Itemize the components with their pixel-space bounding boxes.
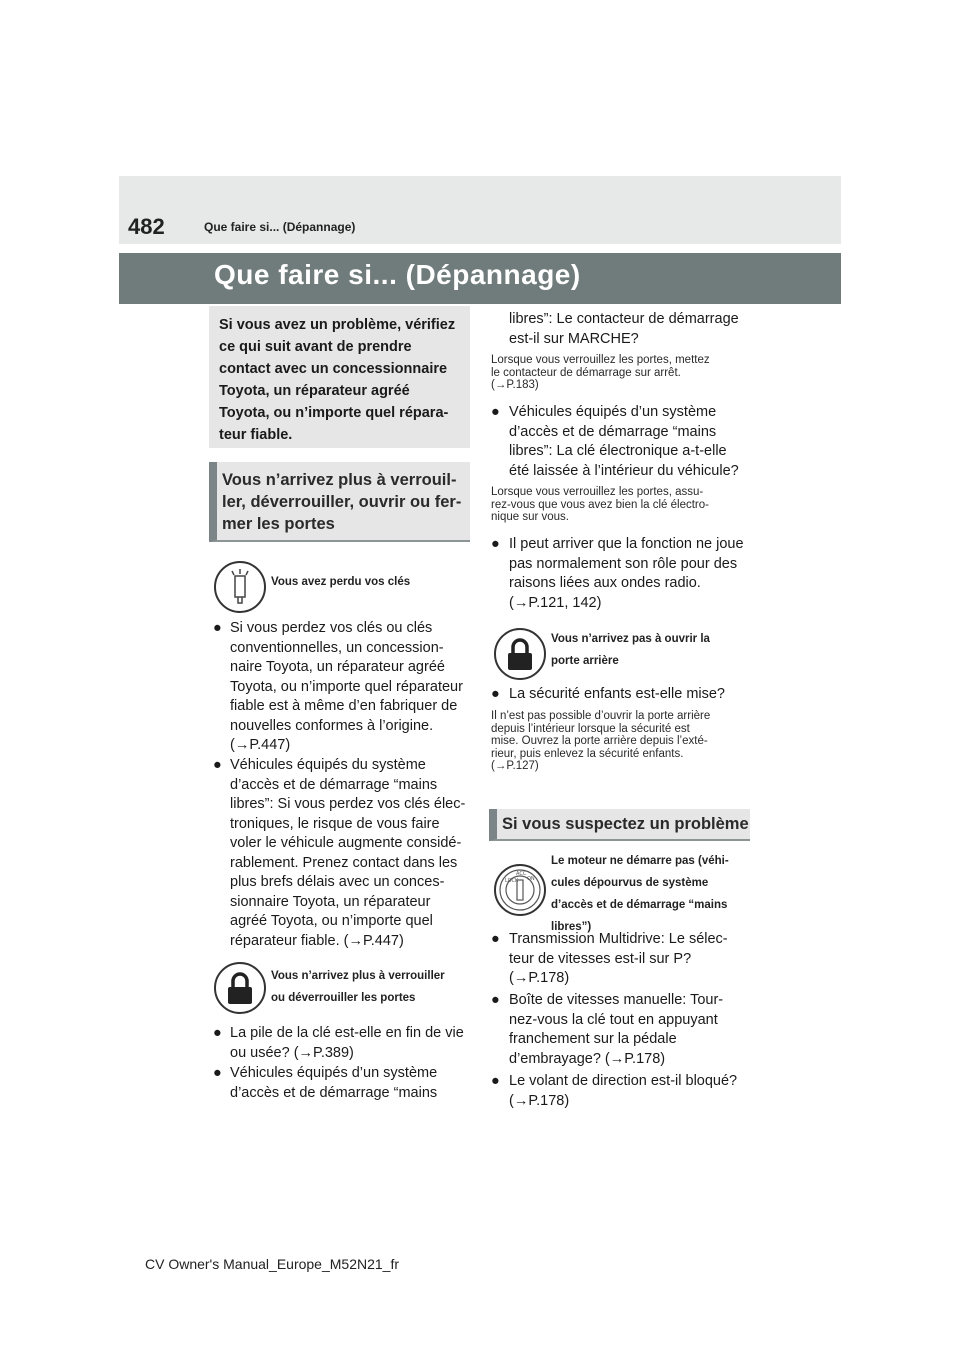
label-line: Vous n’arrivez pas à ouvrir la [551,633,710,645]
text-line: (→P.178) [509,970,570,986]
text-line: conventionnelles, un concession- [230,639,444,656]
intro-line: Toyota, ou n’importe quel répara- [219,405,449,421]
note-line: (→P.183) [491,379,539,391]
bullet-dot: ● [213,1065,222,1081]
note-line: (→P.127) [491,760,539,772]
label-line: libres”) [551,921,592,933]
text-line: teur de vitesses est-il sur P? [509,950,692,967]
key-icon [216,563,264,611]
intro-line: ce qui suit avant de prendre [219,339,412,355]
bullet-dot: ● [213,620,222,636]
text-line: Si vous perdez vos clés ou clés [230,620,433,636]
continued-bullet-text [509,310,767,349]
section-title-problem: Si vous suspectez un problème [502,815,749,833]
bullet-child-lock [491,685,756,705]
svg-text:LOCK: LOCK [505,878,519,884]
note-line: nique sur vous. [491,511,569,523]
svg-text:ON: ON [527,876,535,882]
text-line: plus brefs délais avec un conces- [230,874,445,890]
text-line: La sécurité enfants est-elle mise? [509,686,725,702]
key-icon [214,561,266,613]
text-line: troniques, le risque de vous faire [230,815,440,832]
text-line: Véhicules équipés d’un système [509,404,717,420]
intro-line: Toyota, un réparateur agréé [219,383,410,399]
text-line: La pile de la clé est-elle en fin de vie [230,1025,464,1041]
ignition-switch-icon [496,866,544,914]
lost-keys-label: Vous avez perdu vos clés [271,576,411,588]
text-line: Transmission Multidrive: Le sélec- [509,931,728,947]
text-line: voler le véhicule augmente considé- [230,835,462,851]
text-line: franchement sur la pédale [509,1031,677,1047]
bullet-manual-gearbox [491,991,756,1069]
text-line: (→P.121, 142) [509,594,602,611]
bullet-dot: ● [213,1025,222,1041]
page-number: 482 [128,214,165,239]
padlock-icon [496,630,544,678]
text-line: agréé Toyota, ou n’importe quel [230,913,433,929]
note-line: le contacteur de démarrage sur arrêt. [491,366,681,379]
footer-doc-id: CV Owner's Manual_Europe_M52N21_fr [144,1256,400,1272]
section-title-line: mer les portes [222,515,335,533]
note-line: depuis l’intérieur lorsque la sécurité est [491,722,690,735]
label-line: Le moteur ne démarre pas (véhi- [551,855,729,867]
bullet-lost-keys-2 [213,756,471,951]
section-title-locks [222,469,468,535]
label-line: porte arrière [551,655,619,667]
note-line: mise. Ouvrez la porte arrière depuis l’exté- [491,735,708,747]
bullet-dot: ● [491,1073,500,1089]
intro-line: contact avec un concessionnaire [219,361,448,377]
bullet-radio-waves [491,535,756,613]
section-title-line: ler, déverrouiller, ouvrir ou fer- [222,493,462,511]
text-line: est-il sur MARCHE? [509,330,639,347]
note-line: Lorsque vous verrouillez les portes, assu- [491,486,704,498]
note-line: Lorsque vous verrouillez les portes, mettez [491,354,710,366]
text-line: fiable est à même d’en fabriquer de [230,698,458,714]
text-line: Toyota, ou n’importe quel réparateur [230,678,463,695]
bullet-lost-keys-1 [213,619,471,756]
text-line: libres”: Le contacteur de démarrage [509,311,739,327]
cannot-lock-label [271,965,445,1009]
text-line: (→P.178) [509,1092,570,1109]
text-line: Il peut arriver que la fonction ne joue [509,536,744,552]
engine-no-start-label [551,850,729,938]
text-line: été laissée à l’intérieur du véhicule? [509,462,739,479]
text-line: libres”: Si vous perdez vos clés élec- [230,796,466,812]
padlock-icon [494,628,546,680]
note-line: Il n’est pas possible d’ouvrir la porte arrière [491,710,711,722]
label-line: Vous n’arrivez plus à verrouiller [271,970,445,982]
text-line: ou usée? (→P.389) [230,1044,354,1061]
text-line: nez-vous la clé tout en appuyant [509,1011,718,1028]
text-line: Véhicules équipés d’un système [230,1065,438,1081]
bullet-dot: ● [491,686,500,702]
bullet-dot: ● [491,992,500,1008]
svg-text:ACC: ACC [516,871,527,877]
label-line: cules dépourvus de système [551,877,709,889]
bullet-dot: ● [491,931,500,947]
label-line: d’accès et de démarrage “mains [551,899,728,911]
text-line: d’embrayage? (→P.178) [509,1050,666,1067]
bullet-steering-locked [491,1072,756,1111]
note-ignition-off [491,354,749,392]
intro-line: Si vous avez un problème, vérifiez [219,317,456,333]
running-title: Que faire si... (Dépannage) [204,220,356,234]
rear-door-label [551,628,710,672]
padlock-icon [216,964,264,1012]
text-line: Véhicules équipés du système [230,757,426,773]
text-line: réparateur fiable. (→P.447) [230,932,404,949]
text-line: d’accès et de démarrage “mains [230,776,438,793]
page-title: Que faire si... (Dépannage) [214,259,581,290]
text-line: d’accès et de démarrage “mains [230,1084,438,1101]
text-line: libres”: La clé électronique a-t-elle [509,443,727,459]
text-line: (→P.447) [230,737,291,753]
ignition-switch-icon [494,864,546,916]
bullet-dot: ● [213,757,222,773]
bullet-cannot-lock-1 [213,1024,471,1063]
intro-line: teur fiable. [219,427,293,443]
section-title-line: Vous n’arrivez plus à verrouil- [222,471,457,489]
note-carry-key [491,486,749,524]
text-line: rablement. Prenez contact dans les [230,854,458,871]
intro-text [219,314,467,446]
bullet-electronic-key-inside [491,403,756,481]
text-line: Le volant de direction est-il bloqué? [509,1073,738,1089]
note-line: rez-vous que vous avez bien la clé électro- [491,498,709,511]
label-line: ou déverrouiller les portes [271,992,416,1004]
text-line: sionnaire Toyota, un réparateur [230,893,431,910]
bullet-dot: ● [491,536,500,552]
note-child-lock [491,710,749,773]
text-line: pas normalement son rôle pour des [509,555,738,572]
note-line: rieur, puis enlevez la sécurité enfants. [491,747,684,760]
bullet-cannot-lock-2 [213,1064,471,1103]
padlock-icon [214,962,266,1014]
text-line: naire Toyota, un réparateur agréé [230,659,445,675]
bullet-multidrive [491,930,756,989]
bullet-dot: ● [491,404,500,420]
text-line: Boîte de vitesses manuelle: Tour- [509,992,724,1008]
text-line: d’accès et de démarrage “mains [509,423,717,440]
text-line: nouvelles conformes à l’origine. [230,717,434,734]
text-line: raisons liées aux ondes radio. [509,575,701,591]
